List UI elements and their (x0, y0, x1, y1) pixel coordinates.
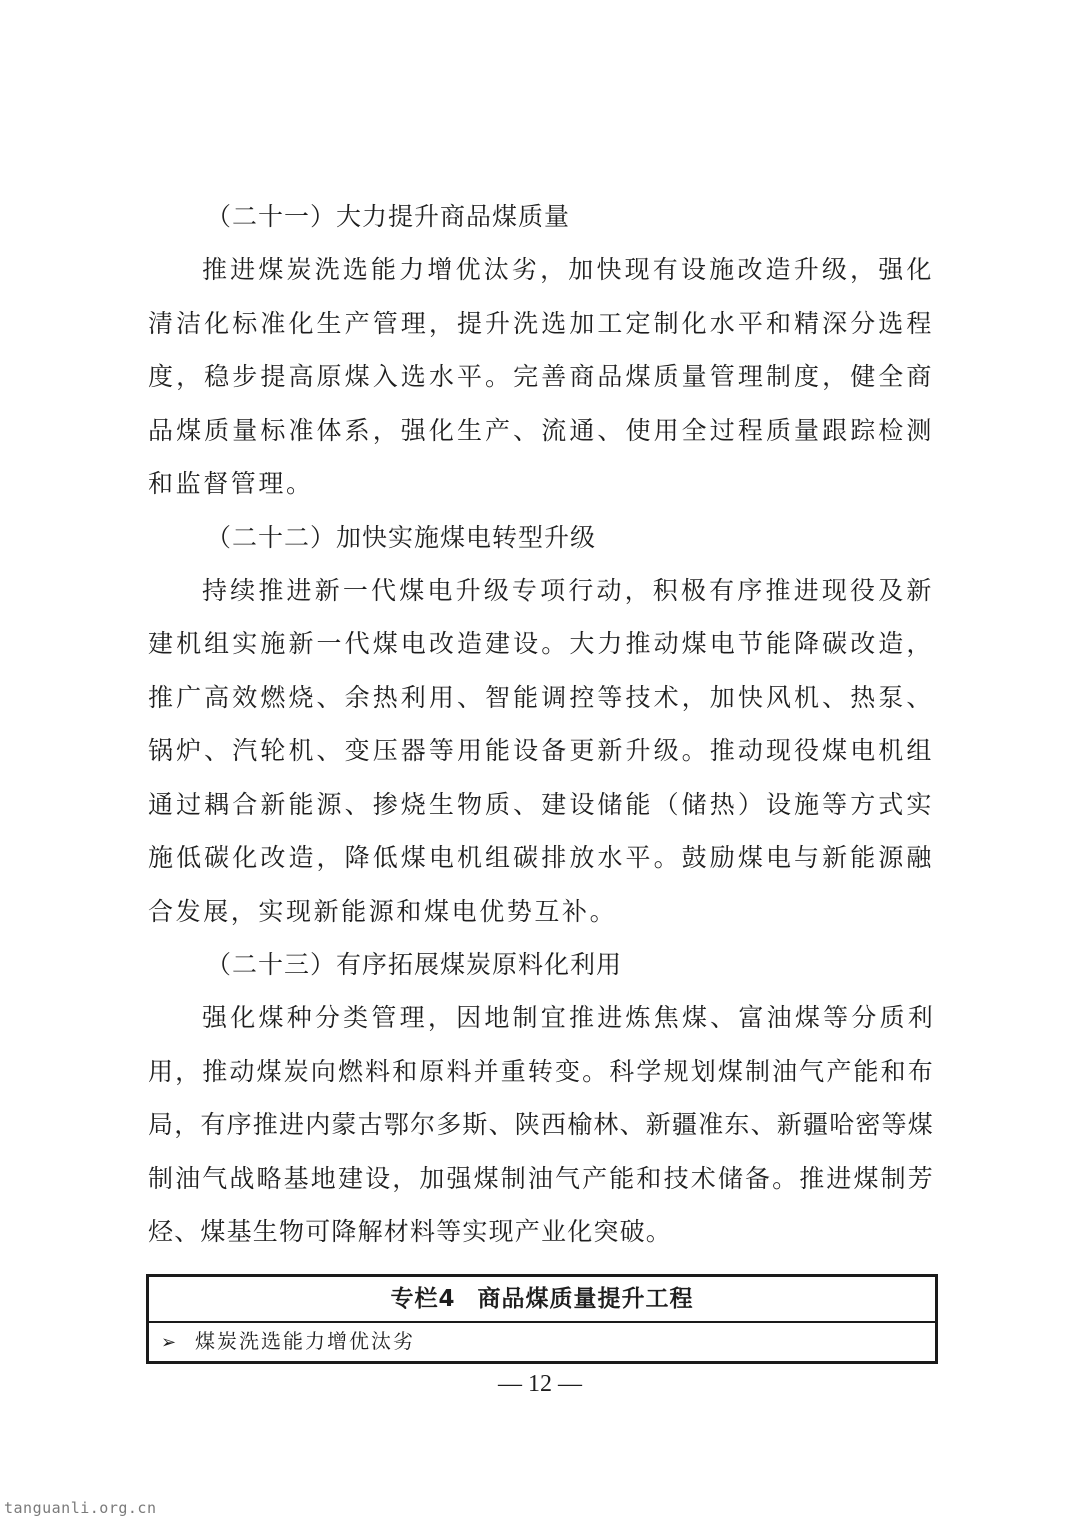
page-number: — 12 — (498, 1371, 582, 1397)
feature-column-title (149, 1277, 935, 1323)
section-heading-22: （二十二）加快实施煤电转型升级 (206, 522, 597, 552)
feature-column-box (146, 1274, 938, 1364)
feature-column-label: 专栏4 (390, 1286, 456, 1312)
document-body (148, 190, 934, 1259)
section-paragraph-21: 推进煤炭洗选能力增优汰劣，加快现有设施改造升级，强化清洁化标准化生产管理，提升洗选加工定制化水平和精深分选程度，稳步提高原煤入选水平。完善商品煤质量管理制度，健全商品煤质量标准体系，强化生产、流通、使用全过程质量跟踪检测和监督管理。 (148, 255, 934, 498)
arrow-bullet-icon: ➢ (161, 1332, 179, 1353)
feature-column-name: 商品煤质量提升工程 (477, 1286, 694, 1312)
site-watermark: tanguanli.org.cn (4, 1499, 157, 1517)
section-heading-21: （二十一）大力提升商品煤质量 (206, 202, 571, 231)
section-heading-23: （二十三）有序拓展煤炭原料化利用 (206, 950, 623, 979)
section-paragraph-23: 强化煤种分类管理，因地制宜推进炼焦煤、富油煤等分质利用，推动煤炭向燃料和原料并重转变。科学规划煤制油气产能和布局，有序推进内蒙古鄂尔多斯、陕西榆林、新疆准东、新疆哈密等煤制油气战略基地建设，加强煤制油气产能和技术储备。推进煤制芳烃、煤基生物可降解材料等实现产业化突破。 (148, 1003, 935, 1246)
feature-column-item-text: 煤炭洗选能力增优汰劣 (195, 1329, 415, 1353)
feature-column-item (149, 1323, 935, 1361)
section-paragraph-22: 持续推进新一代煤电升级专项行动，积极有序推进现役及新建机组实施新一代煤电改造建设。大力推动煤电节能降碳改造，推广高效燃烧、余热利用、智能调控等技术，加快风机、热泵、锅炉、汽轮机、变压器等用能设备更新升级。推动现役煤电机组通过耦合新能源、掺烧生物质、建设储能（储热）设施等方式实施低碳化改造，降低煤电机组碳排放水平。鼓励煤电与新能源融合发展，实现新能源和煤电优势互补。 (148, 575, 934, 926)
